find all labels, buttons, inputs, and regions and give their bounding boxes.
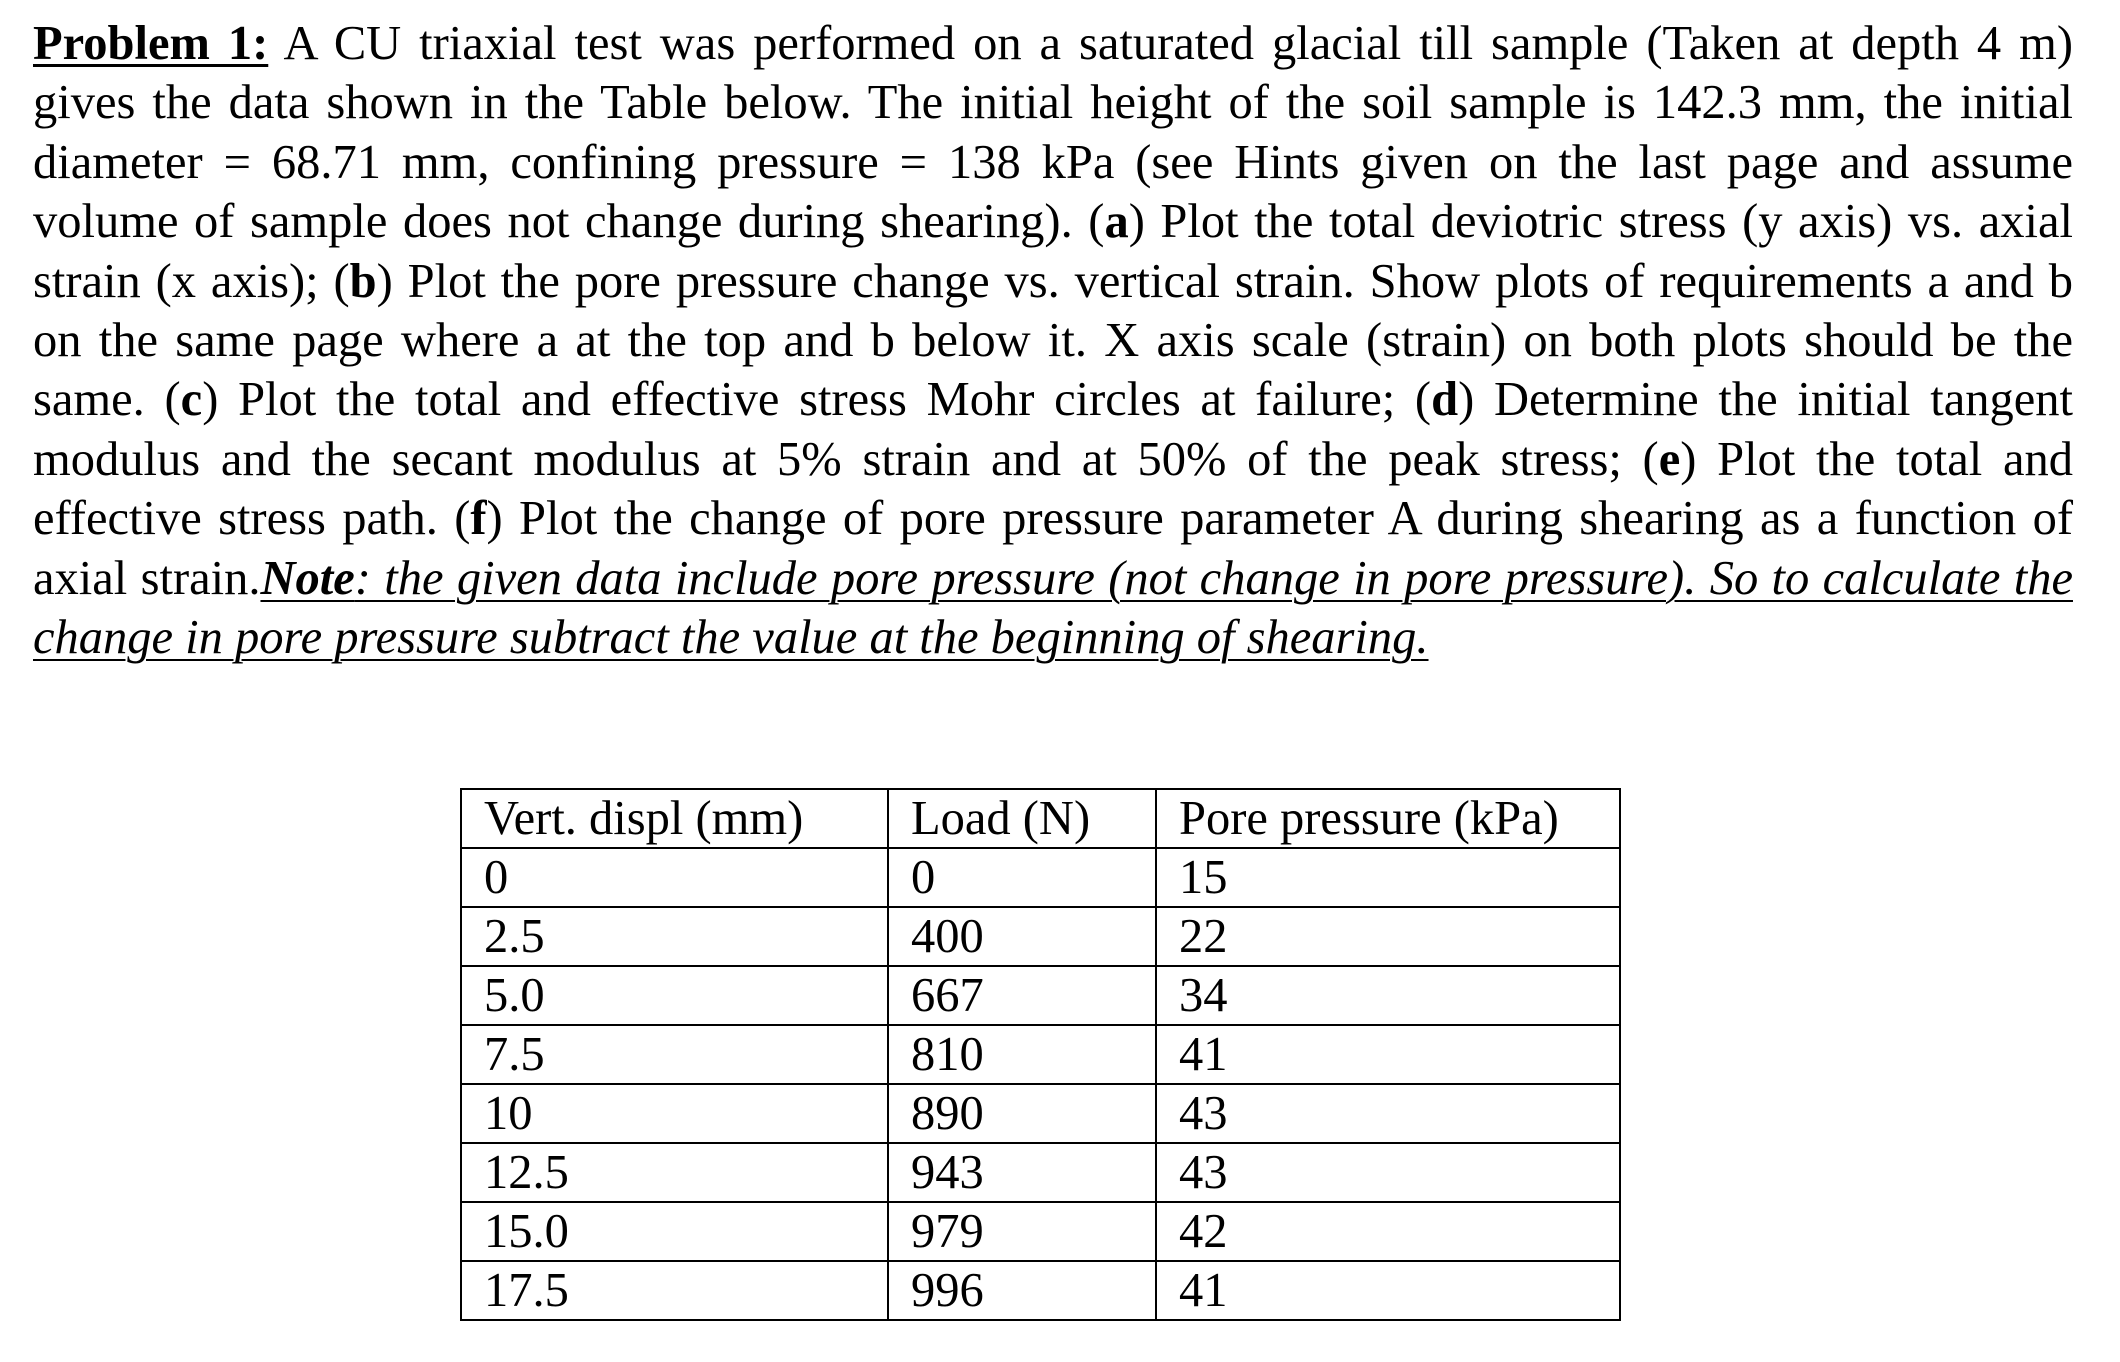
cell-pore-pressure: 41 [1156,1025,1620,1084]
part-b-label: b [349,254,377,308]
header-vert-displ: Vert. displ (mm) [461,789,888,848]
problem-text-7: ) Plot the change of pore pressure parameter A during shearing as a function of axial strain. [33,492,2073,605]
part-e-label: e [1658,432,1681,486]
cell-pore-pressure: 34 [1156,966,1620,1025]
cell-load: 667 [888,966,1156,1025]
table-row [461,1202,1620,1261]
cell-load: 0 [888,848,1156,907]
data-table [460,788,1621,1321]
problem-text-5: ) Determine the initial tangent modulus and the secant modulus at 5% strain and at 50% of the peak stress; ( [33,373,2073,486]
problem-text-2: ) Plot the total deviotric stress (y axis) vs. axial strain (x axis); ( [33,195,2073,308]
cell-load: 400 [888,907,1156,966]
header-pore-pressure: Pore pressure (kPa) [1156,789,1620,848]
part-f-label: f [470,492,487,546]
table-header-row [461,789,1620,848]
part-a-label: a [1104,195,1129,249]
cell-load: 996 [888,1261,1156,1320]
table-row [461,1084,1620,1143]
problem-text-6: ) Plot the total and effective stress path. ( [33,432,2073,546]
cell-vert-displ: 2.5 [461,907,888,966]
problem-statement [33,14,2073,667]
table-row [461,966,1620,1025]
cell-vert-displ: 17.5 [461,1261,888,1320]
table-row [461,848,1620,907]
table-row [461,1261,1620,1320]
cell-load: 890 [888,1084,1156,1143]
cell-pore-pressure: 41 [1156,1261,1620,1320]
table-row [461,1143,1620,1202]
problem-text-4: ) Plot the total and effective stress Mohr circles at failure; ( [202,373,1432,427]
note [33,552,2073,664]
cell-pore-pressure: 43 [1156,1084,1620,1143]
cell-vert-displ: 5.0 [461,966,888,1025]
table-row [461,1025,1620,1084]
note-text: : the given data include pore pressure (not change in pore pressure). So to calculate the change in pore pressure subtract the value at the beginning of shearing. [33,551,2073,665]
cell-pore-pressure: 22 [1156,907,1620,966]
cell-vert-displ: 7.5 [461,1025,888,1084]
cell-load: 979 [888,1202,1156,1261]
cell-vert-displ: 15.0 [461,1202,888,1261]
cell-pore-pressure: 42 [1156,1202,1620,1261]
problem-label: Problem 1: [33,17,269,70]
cell-load: 810 [888,1025,1156,1084]
cell-pore-pressure: 43 [1156,1143,1620,1202]
header-load: Load (N) [888,789,1156,848]
note-label: Note [260,551,355,605]
cell-vert-displ: 0 [461,848,888,907]
cell-pore-pressure: 15 [1156,848,1620,907]
part-c-label: c [180,373,203,427]
table-row [461,907,1620,966]
problem-text-3: ) Plot the pore pressure change vs. vertical strain. Show plots of requirements a and b on the same page where a at the top and b below it. X axis scale (strain) on both plots should be the same. ( [33,254,2073,427]
cell-load: 943 [888,1143,1156,1202]
cell-vert-displ: 12.5 [461,1143,888,1202]
cell-vert-displ: 10 [461,1084,888,1143]
problem-text-1: A CU triaxial test was performed on a saturated glacial till sample (Taken at depth 4 m) gives the data shown in the Table below. The initial height of the soil sample is 142.3 mm, the initial diameter = 68.71 mm, confining pressure = 138 kPa (see Hints given on the last page and assume volume of sample does not change during shearing). ( [33,17,2074,249]
part-d-label: d [1431,373,1459,427]
